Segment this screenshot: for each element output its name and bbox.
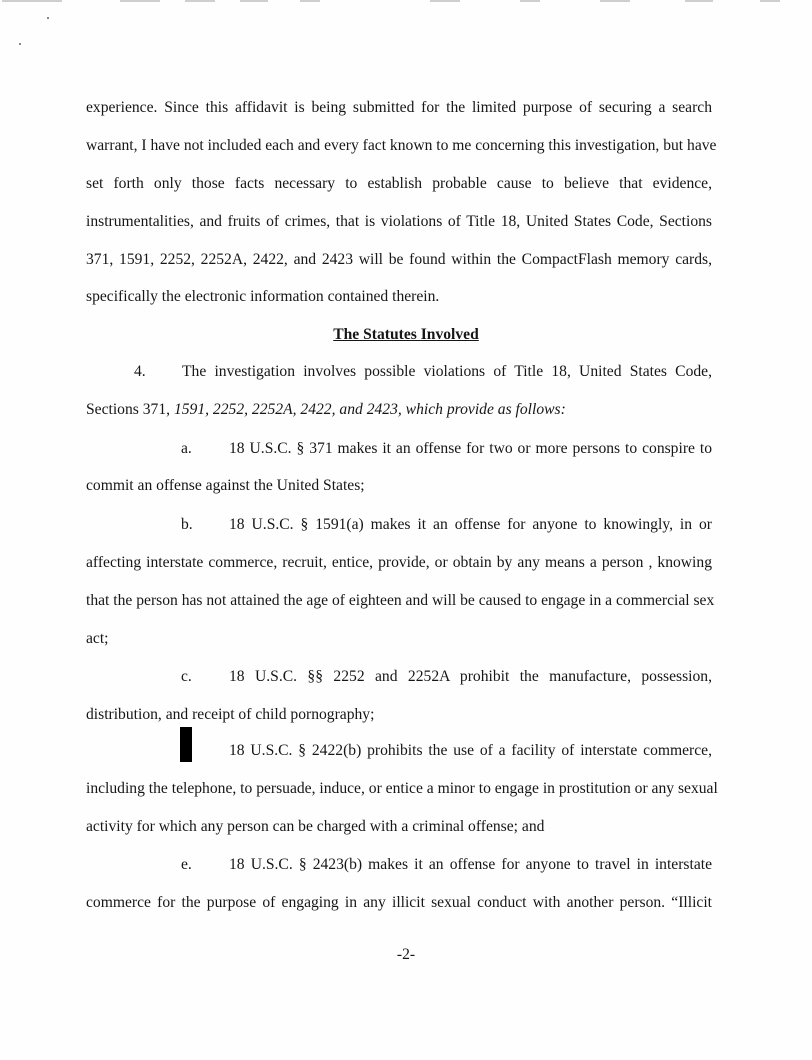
scan-speck [47, 17, 49, 19]
body-line: 18 U.S.C. §§ 2252 and 2252A prohibit the manufacture, possession, [229, 668, 712, 685]
body-line: commerce for the purpose of engaging in any illicit sexual conduct with another person. “Illicit [86, 894, 712, 911]
body-line: set forth only those facts necessary to establish probable cause to believe that evidence, [86, 175, 712, 192]
body-line: act; [86, 630, 109, 647]
item-letter: c. [181, 668, 192, 685]
body-line: distribution, and receipt of child pornography; [86, 706, 375, 723]
scan-edge-artifact [0, 0, 812, 4]
page-number: -2- [396, 946, 416, 963]
body-line: including the telephone, to persuade, induce, or entice a minor to engage in prostitution or any sexual [86, 780, 718, 797]
body-line: 371, 1591, 2252, 2252A, 2422, and 2423 will be found within the CompactFlash memory cards, [86, 251, 712, 268]
body-line: instrumentalities, and fruits of crimes, that is violations of Title 18, United States Code, Sections [86, 213, 712, 230]
item-letter: a. [181, 440, 192, 457]
body-line: 18 U.S.C. § 2422(b) prohibits the use of a facility of interstate commerce, [229, 742, 712, 759]
body-line: that the person has not attained the age of eighteen and will be caused to engage in a commercial sex [86, 592, 715, 609]
body-text: Sections 371, [86, 401, 174, 418]
redaction-box [180, 727, 192, 762]
item-letter: e. [181, 856, 192, 873]
body-line: affecting interstate commerce, recruit, entice, provide, or obtain by any means a person , knowing [86, 554, 712, 571]
body-line: warrant, I have not included each and every fact known to me concerning this investigation, but have [86, 137, 717, 154]
body-line: 18 U.S.C. § 1591(a) makes it an offense for anyone to knowingly, in or [229, 516, 712, 533]
section-heading: The Statutes Involved [333, 326, 479, 343]
body-line: 18 U.S.C. § 2423(b) makes it an offense for anyone to travel in interstate [229, 856, 712, 873]
paragraph-number: 4. [134, 363, 146, 380]
body-line: The investigation involves possible violations of Title 18, United States Code, [182, 363, 712, 380]
body-line: specifically the electronic information contained therein. [86, 288, 440, 305]
body-line: commit an offense against the United States; [86, 477, 365, 494]
body-text-italic: 1591, 2252, 2252A, 2422, and 2423, which provide as follows: [173, 401, 566, 418]
body-line: experience. Since this affidavit is being submitted for the limited purpose of securing a search [86, 99, 712, 116]
body-line: 18 U.S.C. § 371 makes it an offense for two or more persons to conspire to [229, 440, 712, 457]
body-line: activity for which any person can be charged with a criminal offense; and [86, 818, 545, 835]
scan-speck [19, 43, 21, 45]
body-line [86, 400, 712, 420]
item-letter: b. [181, 516, 193, 533]
